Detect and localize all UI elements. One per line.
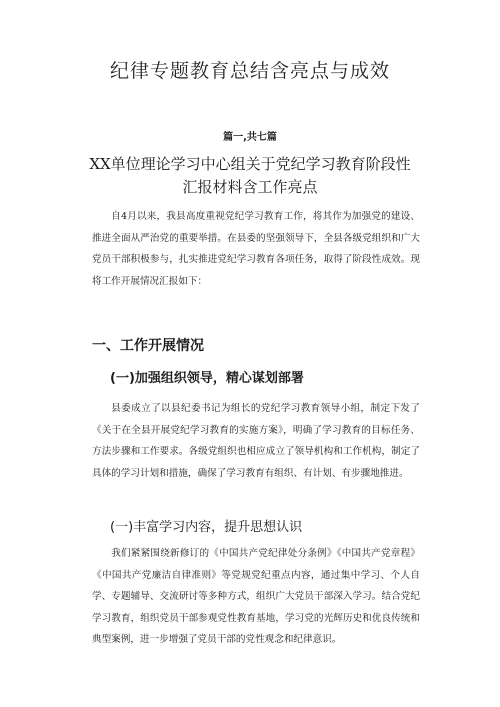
- subsection-body-2: 我们紧紧围绕新修订的《中国共产党纪律处分条例》《中国共产党章程》《中国共产党廉洁自律准则》等党规党纪重点内容，通过集中学习、个人自学、专题辅导、交流研讨等多种方式，组织广大党员干部深入学习。结合党纪学习教育，组织党员干部参观党性教育基地，学习党的光辉历史和优良传统和典型案例，进一步增强了党员干部的党性观念和纪律意识。: [92, 548, 420, 645]
- report-title-line1: XX单位理论学习中心组关于党纪学习教育阶段性: [89, 155, 411, 173]
- report-title-line2: 汇报材料含工作亮点: [182, 178, 318, 196]
- subsection-body-1: 县委成立了以县纪委书记为组长的党纪学习教育领导小组，制定下发了《关于在全县开展党纪学习教育的实施方案》，明确了学习教育的目标任务、方法步骤和工作要求。各级党组织也相应成立了领导机构和工作机构，制定了具体的学习计划和措施，确保了学习教育有组织、有计划、有步骤地推进。: [92, 403, 420, 479]
- subsection-heading-2: (一)丰富学习内容，提升思想认识: [110, 520, 303, 535]
- section-heading: 一、工作开展情况: [92, 338, 204, 354]
- document-title: 纪律专题教育总结含亮点与成效: [109, 60, 390, 82]
- chapter-label: 篇一,共七篇: [223, 132, 277, 143]
- subsection-heading-1: (一)加强组织领导，精心谋划部署: [110, 371, 304, 386]
- report-title: [0, 153, 500, 199]
- intro-paragraph: 自4月以来，我县高度重视党纪学习教育工作，将其作为加强党的建设、推进全面从严治党的重要举措。在县委的坚强领导下，全县各级党组织和广大党员干部积极参与，扎实推进党纪学习教育各项任务，取得了阶段性成效。现将工作开展情况汇报如下：: [92, 211, 420, 287]
